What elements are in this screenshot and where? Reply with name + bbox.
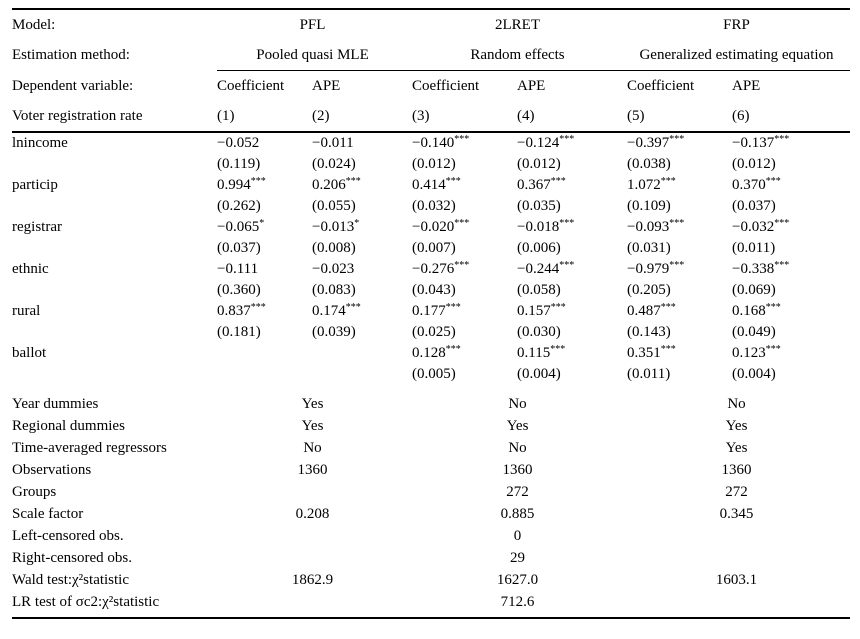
- footer-value: No: [508, 440, 527, 456]
- footer-label: Scale factor: [12, 506, 84, 522]
- footer-value: 29: [510, 550, 525, 566]
- footer-row: [12, 437, 850, 459]
- table-footer: [12, 393, 850, 613]
- stderr-row: [12, 280, 850, 301]
- coefficient-value: −0.124: [517, 135, 560, 151]
- stderr-cell: (0.025): [412, 324, 456, 340]
- coefficient-row: [12, 175, 850, 196]
- table-body: [12, 133, 850, 385]
- coefficient-value: −0.032: [732, 219, 775, 235]
- estimation-method-2: Random effects: [470, 46, 565, 63]
- stderr-cell: (0.012): [732, 156, 776, 172]
- stderr-cell: (0.038): [627, 156, 671, 172]
- estimation-method-3: Generalized estimating equation: [639, 46, 834, 63]
- significance-stars: ***: [669, 260, 685, 271]
- stderr-cell: (0.011): [732, 240, 776, 256]
- coefficient-value: −0.276: [412, 261, 455, 277]
- column-number: (4): [517, 107, 535, 124]
- stderr-cell: (0.055): [312, 198, 356, 214]
- coefficient-row: [12, 133, 850, 154]
- footer-label: Observations: [12, 462, 92, 478]
- footer-value: No: [508, 396, 527, 412]
- coefficient-value: −0.140: [412, 135, 455, 151]
- column-type: APE: [517, 77, 546, 94]
- variable-name: lnincome: [12, 135, 68, 151]
- stderr-cell: (0.012): [412, 156, 456, 172]
- significance-stars: ***: [454, 134, 470, 145]
- significance-stars: ***: [445, 344, 461, 355]
- significance-stars: ***: [660, 302, 676, 313]
- significance-stars: ***: [559, 260, 575, 271]
- stderr-row: [12, 238, 850, 259]
- significance-stars: ***: [660, 176, 676, 187]
- coefficient-value: −0.244: [517, 261, 560, 277]
- coefficient-cell: [732, 217, 850, 238]
- footer-value: 1603.1: [715, 572, 758, 588]
- significance-stars: ***: [250, 176, 266, 187]
- significance-stars: ***: [660, 344, 676, 355]
- variable-name-spacer: [12, 364, 217, 385]
- significance-stars: ***: [669, 134, 685, 145]
- footer-value: Yes: [301, 418, 324, 434]
- coefficient-value: 0.837: [217, 303, 251, 319]
- stderr-cell: (0.083): [312, 282, 356, 298]
- footer-value: [217, 525, 412, 547]
- stderr-cell: (0.262): [217, 198, 261, 214]
- column-number-row: [12, 101, 850, 131]
- coefficient-row: [12, 301, 850, 322]
- footer-label: Left-censored obs.: [12, 528, 124, 544]
- significance-stars: ***: [250, 302, 266, 313]
- coefficient-cell: [627, 259, 732, 280]
- footer-row: [12, 591, 850, 613]
- column-number: (1): [217, 107, 235, 124]
- significance-stars: ***: [774, 134, 790, 145]
- footer-row: [12, 459, 850, 481]
- dependent-variable-label: Dependent variable:: [12, 77, 134, 94]
- stderr-cell: (0.119): [217, 156, 261, 172]
- coefficient-cell: [517, 259, 627, 280]
- variable-name-spacer: [12, 196, 217, 217]
- stderr-cell: (0.181): [217, 324, 261, 340]
- footer-value: 272: [725, 484, 748, 500]
- coefficient-value: −0.397: [627, 135, 670, 151]
- coefficient-cell: [312, 133, 412, 154]
- footer-label: Regional dummies: [12, 418, 125, 434]
- footer-label: Groups: [12, 484, 57, 500]
- coefficient-value: 0.174: [312, 303, 346, 319]
- footer-value: [627, 591, 850, 613]
- coefficient-cell: [517, 175, 627, 196]
- stderr-cell: (0.043): [412, 282, 456, 298]
- variable-name: registrar: [12, 219, 62, 235]
- model-name-2lret: 2LRET: [495, 16, 540, 33]
- coefficient-value: 0.168: [732, 303, 766, 319]
- estimation-method-row: [12, 40, 850, 70]
- stderr-cell: (0.360): [217, 282, 261, 298]
- footer-value: 272: [506, 484, 529, 500]
- coefficient-value: 0.367: [517, 177, 551, 193]
- column-type: Coefficient: [412, 77, 480, 94]
- footer-row: [12, 415, 850, 437]
- stderr-cell: (0.004): [517, 366, 561, 382]
- coefficient-value: 0.487: [627, 303, 661, 319]
- model-row: [12, 10, 850, 40]
- column-number: (2): [312, 107, 330, 124]
- significance-stars: ***: [559, 134, 575, 145]
- coefficient-cell: [312, 259, 412, 280]
- footer-row: [12, 525, 850, 547]
- coefficient-value: −0.093: [627, 219, 670, 235]
- stderr-cell: (0.109): [627, 198, 671, 214]
- stderr-cell: (0.006): [517, 240, 561, 256]
- coefficient-cell: [732, 175, 850, 196]
- coefficient-value: −0.023: [312, 261, 355, 277]
- significance-stars: *: [259, 218, 265, 229]
- coefficient-cell: [217, 259, 312, 280]
- significance-stars: ***: [454, 260, 470, 271]
- coefficient-value: 0.206: [312, 177, 346, 193]
- significance-stars: ***: [345, 302, 361, 313]
- footer-row: [12, 569, 850, 591]
- coefficient-cell: [517, 343, 627, 364]
- stderr-cell: (0.012): [517, 156, 561, 172]
- coefficient-cell: [312, 343, 412, 364]
- footer-row: [12, 547, 850, 569]
- bottom-rule: [12, 617, 850, 619]
- variable-name-spacer: [12, 322, 217, 343]
- stderr-cell: (0.011): [627, 366, 671, 382]
- coefficient-cell: [732, 259, 850, 280]
- variable-name-spacer: [12, 154, 217, 175]
- coefficient-cell: [627, 301, 732, 322]
- footer-value: No: [303, 440, 322, 456]
- stderr-cell: (0.037): [732, 198, 776, 214]
- significance-stars: ***: [559, 218, 575, 229]
- coefficient-value: −0.011: [312, 135, 354, 151]
- column-type: Coefficient: [217, 77, 285, 94]
- column-number: (5): [627, 107, 645, 124]
- coefficient-value: −0.013: [312, 219, 355, 235]
- coefficient-cell: [217, 133, 312, 154]
- variable-name: rural: [12, 303, 41, 319]
- stderr-cell: (0.039): [312, 324, 356, 340]
- stderr-cell: [217, 364, 312, 385]
- coefficient-value: 0.351: [627, 345, 661, 361]
- coefficient-value: −0.052: [217, 135, 260, 151]
- column-type-row: [12, 71, 850, 101]
- stderr-cell: (0.058): [517, 282, 561, 298]
- coefficient-cell: [412, 343, 517, 364]
- coefficient-value: −0.979: [627, 261, 670, 277]
- coefficient-cell: [517, 133, 627, 154]
- footer-value: [217, 547, 412, 569]
- coefficient-value: −0.065: [217, 219, 260, 235]
- footer-row: [12, 503, 850, 525]
- footer-value: Yes: [301, 396, 324, 412]
- footer-value: 1360: [297, 462, 328, 478]
- coefficient-row: [12, 217, 850, 238]
- footer-value: 1360: [721, 462, 752, 478]
- column-number: (3): [412, 107, 430, 124]
- estimation-method-label: Estimation method:: [12, 46, 130, 63]
- footer-value: [627, 547, 850, 569]
- coefficient-value: 0.370: [732, 177, 766, 193]
- footer-value: Yes: [506, 418, 529, 434]
- significance-stars: ***: [774, 260, 790, 271]
- footer-value: 0: [513, 528, 522, 544]
- variable-name: ethnic: [12, 261, 49, 277]
- coefficient-cell: [312, 301, 412, 322]
- model-name-frp: FRP: [723, 16, 750, 33]
- footer-value: 0.208: [295, 506, 330, 522]
- coefficient-value: 0.115: [517, 345, 551, 361]
- stderr-cell: (0.005): [412, 366, 456, 382]
- significance-stars: ***: [765, 344, 781, 355]
- significance-stars: ***: [445, 302, 461, 313]
- coefficient-cell: [312, 217, 412, 238]
- footer-value: 712.6: [500, 594, 535, 610]
- coefficient-cell: [627, 133, 732, 154]
- column-type: APE: [312, 77, 341, 94]
- footer-value: [217, 591, 412, 613]
- significance-stars: *: [354, 218, 360, 229]
- coefficient-value: −0.111: [217, 261, 259, 277]
- stderr-cell: (0.004): [732, 366, 776, 382]
- significance-stars: ***: [345, 176, 361, 187]
- column-type: APE: [732, 77, 761, 94]
- coefficient-value: −0.137: [732, 135, 775, 151]
- stderr-cell: (0.035): [517, 198, 561, 214]
- stderr-cell: (0.143): [627, 324, 671, 340]
- model-row-label: Model:: [12, 16, 56, 33]
- coefficient-value: 0.177: [412, 303, 446, 319]
- footer-label: Year dummies: [12, 396, 99, 412]
- footer-value: 1627.0: [496, 572, 539, 588]
- variable-name: ballot: [12, 345, 47, 361]
- footer-value: [627, 525, 850, 547]
- coefficient-cell: [412, 259, 517, 280]
- variable-name-spacer: [12, 238, 217, 259]
- coefficient-cell: [412, 217, 517, 238]
- coefficient-cell: [627, 343, 732, 364]
- footer-row: [12, 481, 850, 503]
- coefficient-value: −0.018: [517, 219, 560, 235]
- significance-stars: ***: [774, 218, 790, 229]
- coefficient-value: 1.072: [627, 177, 661, 193]
- coefficient-cell: [217, 343, 312, 364]
- coefficient-value: 0.123: [732, 345, 766, 361]
- variable-name-spacer: [12, 280, 217, 301]
- footer-row: [12, 393, 850, 415]
- footer-value: 0.885: [500, 506, 535, 522]
- column-number: (6): [732, 107, 750, 124]
- coefficient-value: −0.338: [732, 261, 775, 277]
- significance-stars: ***: [669, 218, 685, 229]
- stderr-cell: (0.008): [312, 240, 356, 256]
- footer-value: 0.345: [719, 506, 754, 522]
- coefficient-value: 0.994: [217, 177, 251, 193]
- significance-stars: ***: [454, 218, 470, 229]
- estimation-method-1: Pooled quasi MLE: [256, 46, 369, 63]
- variable-name: particip: [12, 177, 58, 193]
- coefficient-row: [12, 343, 850, 364]
- footer-value: [217, 481, 412, 503]
- dependent-variable-name: Voter registration rate: [12, 107, 143, 124]
- coefficient-cell: [412, 301, 517, 322]
- coefficient-cell: [732, 343, 850, 364]
- significance-stars: ***: [765, 176, 781, 187]
- coefficient-value: 0.157: [517, 303, 551, 319]
- coefficient-cell: [217, 217, 312, 238]
- coefficient-cell: [217, 301, 312, 322]
- stderr-cell: (0.007): [412, 240, 456, 256]
- coefficient-cell: [412, 175, 517, 196]
- significance-stars: ***: [550, 302, 566, 313]
- stderr-row: [12, 364, 850, 385]
- significance-stars: ***: [765, 302, 781, 313]
- significance-stars: ***: [550, 344, 566, 355]
- footer-value: No: [727, 396, 746, 412]
- coefficient-cell: [517, 301, 627, 322]
- coefficient-value: −0.020: [412, 219, 455, 235]
- footer-label: Wald test:χ²statistic: [12, 572, 130, 588]
- coefficient-cell: [517, 217, 627, 238]
- coefficient-row: [12, 259, 850, 280]
- stderr-cell: (0.205): [627, 282, 671, 298]
- significance-stars: ***: [550, 176, 566, 187]
- coefficient-value: 0.128: [412, 345, 446, 361]
- coefficient-cell: [627, 175, 732, 196]
- footer-label: Right-censored obs.: [12, 550, 132, 566]
- stderr-cell: (0.069): [732, 282, 776, 298]
- model-name-pfl: PFL: [299, 16, 326, 33]
- stderr-cell: (0.032): [412, 198, 456, 214]
- footer-label: LR test of σc2:χ²statistic: [12, 594, 160, 610]
- footer-value: Yes: [725, 418, 748, 434]
- coefficient-cell: [217, 175, 312, 196]
- stderr-cell: [312, 364, 412, 385]
- stderr-cell: (0.024): [312, 156, 356, 172]
- coefficient-value: 0.414: [412, 177, 446, 193]
- footer-value: Yes: [725, 440, 748, 456]
- stderr-cell: (0.031): [627, 240, 671, 256]
- stderr-row: [12, 154, 850, 175]
- stderr-row: [12, 196, 850, 217]
- stderr-cell: (0.049): [732, 324, 776, 340]
- footer-value: 1360: [502, 462, 533, 478]
- coefficient-cell: [312, 175, 412, 196]
- stderr-cell: (0.037): [217, 240, 261, 256]
- stderr-row: [12, 322, 850, 343]
- significance-stars: ***: [445, 176, 461, 187]
- footer-value: 1862.9: [291, 572, 334, 588]
- coefficient-cell: [627, 217, 732, 238]
- coefficient-cell: [732, 301, 850, 322]
- column-type: Coefficient: [627, 77, 695, 94]
- coefficient-cell: [732, 133, 850, 154]
- stderr-cell: (0.030): [517, 324, 561, 340]
- coefficient-cell: [412, 133, 517, 154]
- footer-label: Time-averaged regressors: [12, 440, 167, 456]
